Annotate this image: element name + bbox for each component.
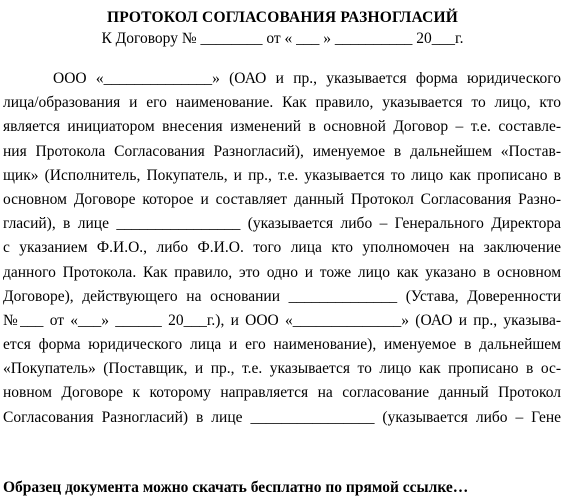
body-line-7: гласий), в лице ________________ (указывается либо – Генерального Директора: [3, 215, 561, 233]
body-line-11: №___ от «___» ______ 20___г.), и ООО «______________» (ОАО и пр., указыва-: [3, 311, 561, 329]
body-line-10: Договоре), действующего на основании ______________ (Устава, Доверенности: [3, 287, 561, 305]
document-title: ПРОТОКОЛ СОГЛАСОВАНИЯ РАЗНОГЛАСИЙ: [107, 9, 458, 26]
download-link[interactable]: Образец документа можно скачать бесплатно по прямой ссылке…: [3, 479, 469, 496]
body-line-8: с указанием Ф.И.О., либо Ф.И.О. того лица кто уполномочен на заключение: [3, 239, 561, 257]
document-subtitle: К Договору № ________ от « ___ » __________ 20___г.: [101, 30, 464, 47]
body-line-14: новном Договоре к которому направляется на согласование данный Протокол: [3, 384, 561, 402]
body-line-4: ния Протокола Согласования Разногласий), именуемое в дальнейшем «Постав-: [3, 142, 561, 160]
body-line-13: «Покупатель» (Поставщик, и пр., т.е. указывается то лицо как прописано в ос-: [3, 360, 561, 378]
document-body: [3, 67, 561, 430]
body-line-3: является инициатором внесения изменений в основной Договор – т.е. составле-: [3, 118, 561, 136]
body-line-5: щик» (Исполнитель, Покупатель, и пр., т.е. указывается то лицо как прописано в: [3, 166, 561, 184]
body-line-1: ООО «______________» (ОАО и пр., указывается форма юридического: [53, 70, 561, 87]
body-line-2: лица/образования и его наименование. Как правило, указывается то лицо, кто: [3, 94, 561, 112]
body-line-6: основном Договоре которое и составляет данный Протокол Согласования Разно-: [3, 190, 561, 208]
body-line-12: ется форма юридического лица и его наименование), именуемое в дальнейшем: [3, 336, 561, 354]
body-line-15: Согласования Разногласий) в лице ________________ (указывается либо – Гене: [3, 408, 561, 426]
body-line-9: данного Протокола. Как правило, это одно и тоже лицо как указано в основном: [3, 263, 561, 281]
